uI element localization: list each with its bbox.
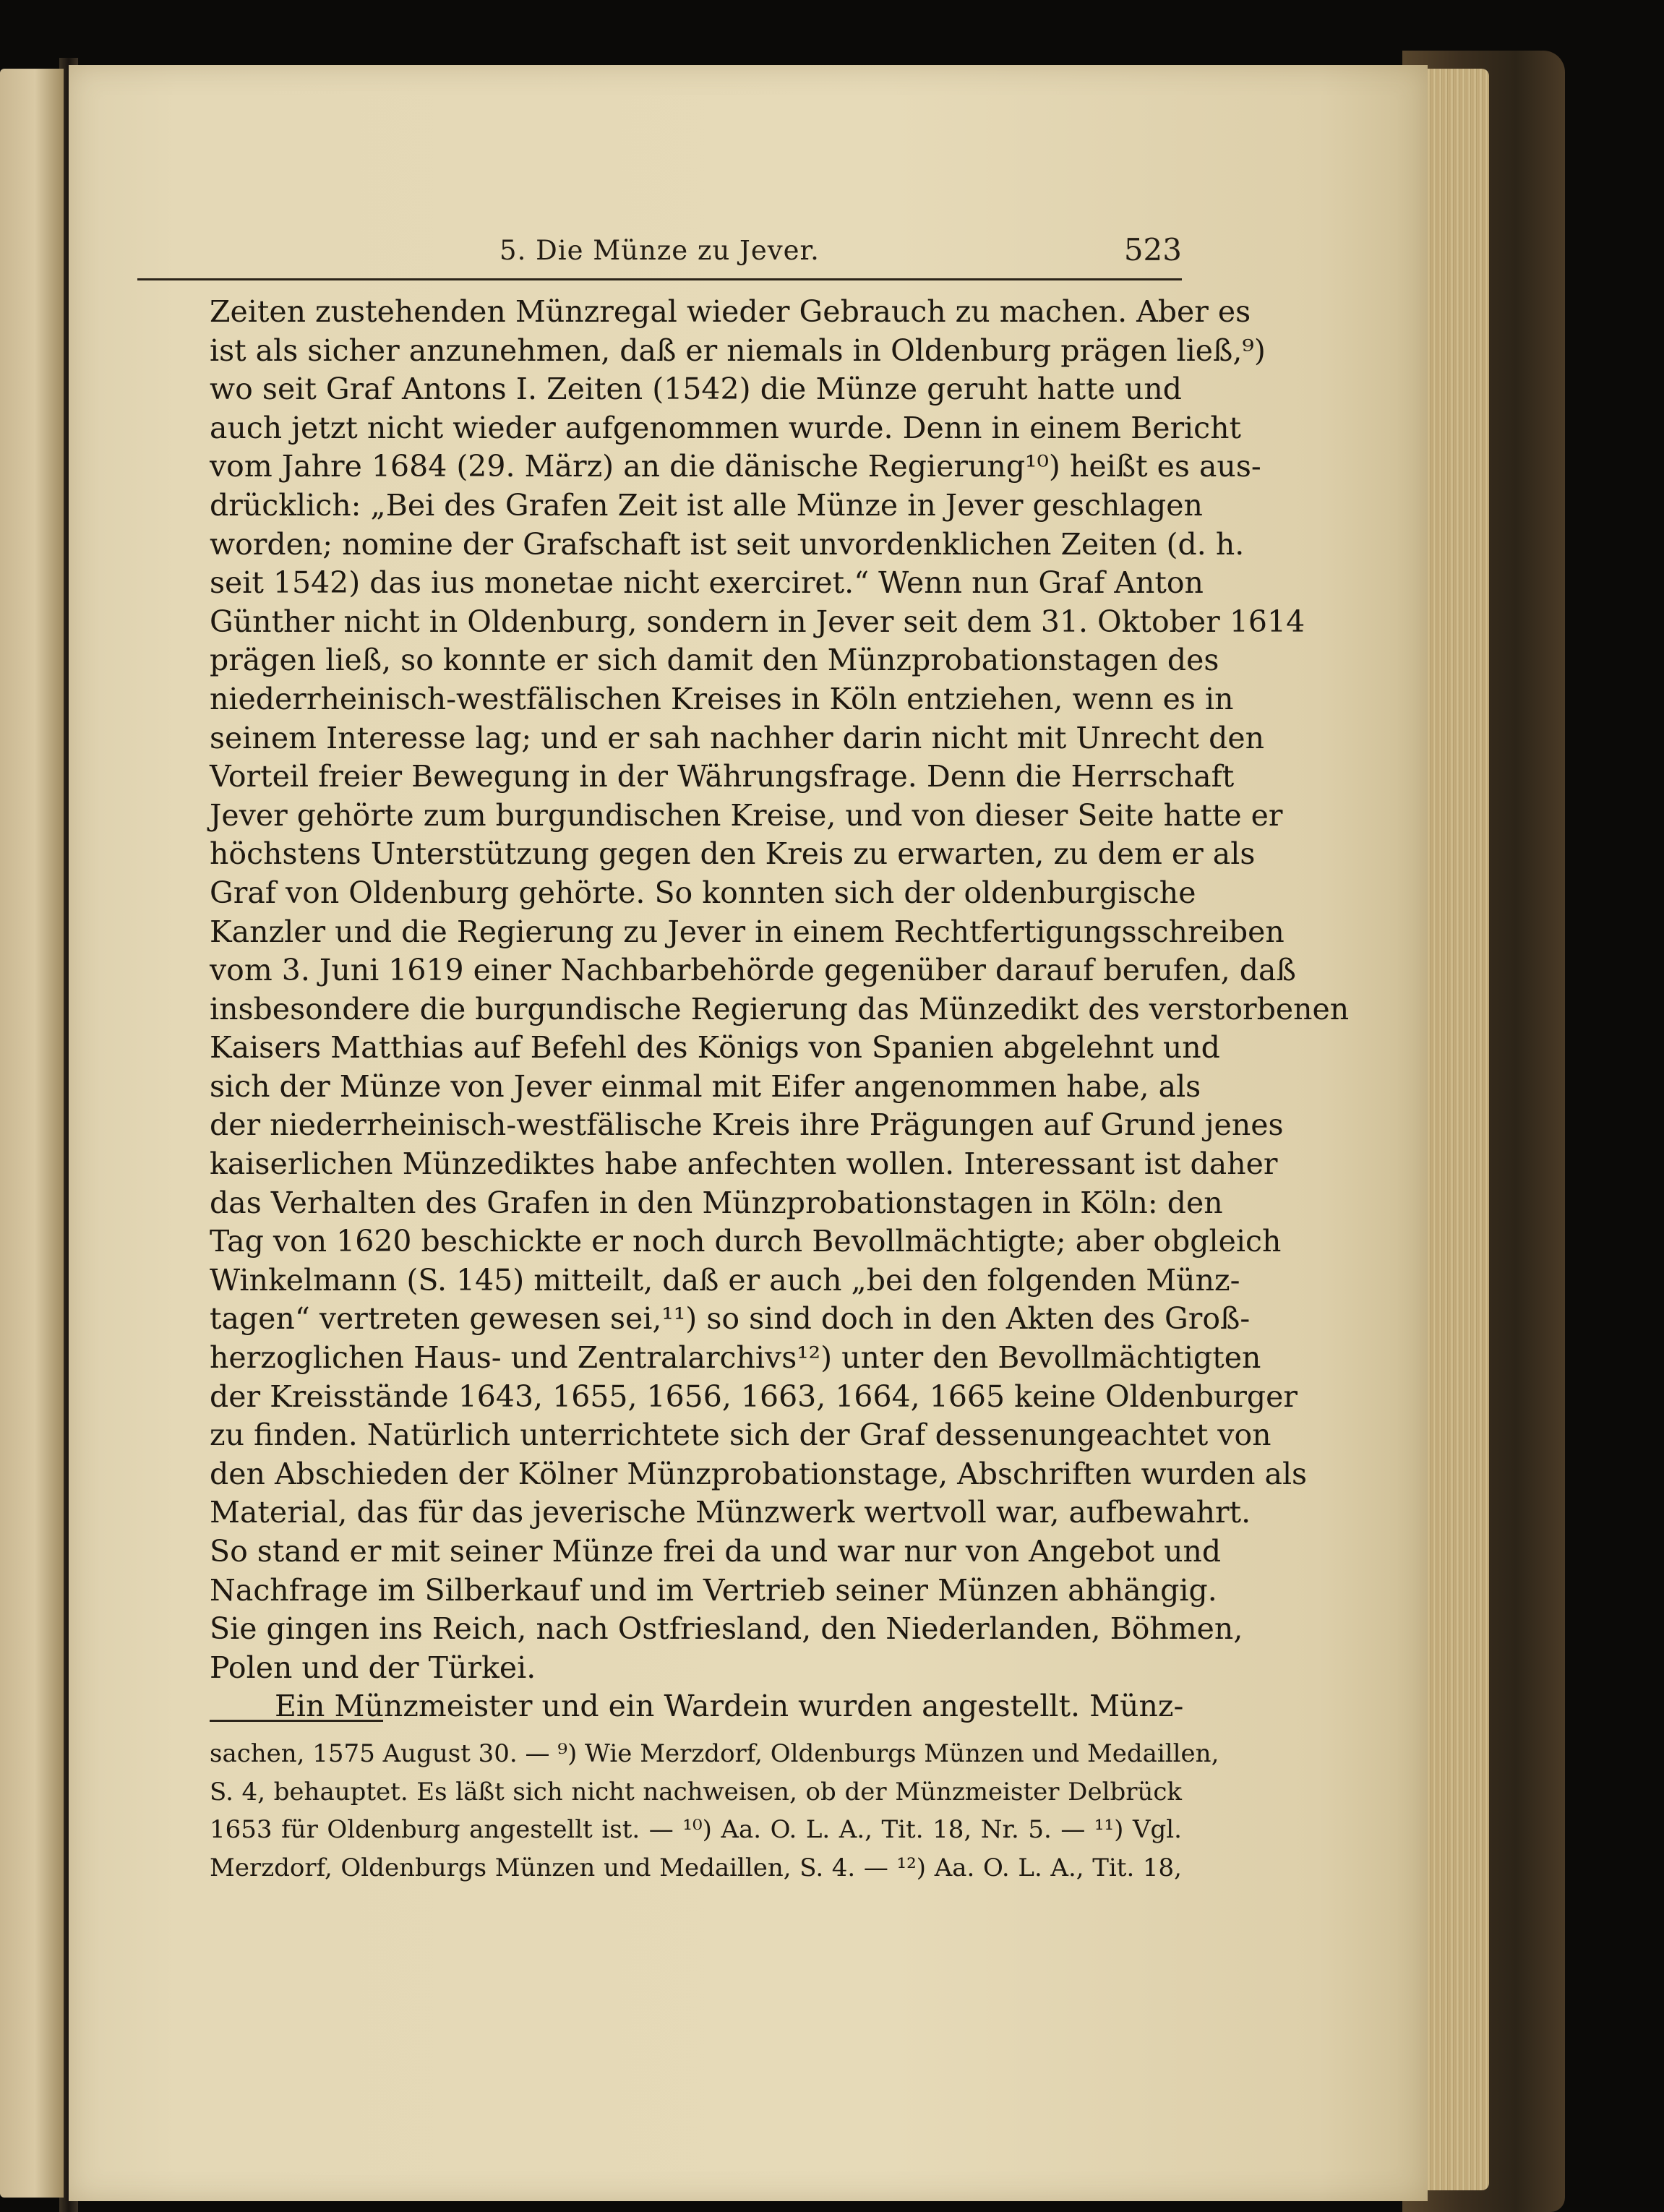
text-line: sich der Münze von Jever einmal mit Eifer angenommen habe, als <box>210 1068 1201 1104</box>
text-line: Jever gehörte zum burgundischen Kreise, und von dieser Seite hatte er <box>210 797 1283 833</box>
text-line: prägen ließ, so konnte er sich damit den Münzprobationstagen des <box>210 643 1219 678</box>
text-line: zu finden. Natürlich unterrichtete sich der Graf dessenungeachtet von <box>210 1418 1271 1453</box>
text-line: höchstens Unterstützung gegen den Kreis zu erwarten, zu dem er als <box>210 836 1256 872</box>
text-line: kaiserlichen Münzediktes habe anfechten wollen. Interessant ist daher <box>210 1146 1278 1182</box>
text-line: insbesondere die burgundische Regierung das Münzedikt des verstorbenen <box>210 991 1350 1026</box>
text-line: den Abschieden der Kölner Münzprobationstage, Abschriften wurden als <box>210 1456 1308 1491</box>
text-line: Vorteil freier Bewegung in der Währungsfrage. Denn die Herrschaft <box>210 759 1235 794</box>
running-title: 5. Die Münze zu Jever. <box>499 235 820 266</box>
text-line: Winkelmann (S. 145) mitteilt, daß er auch „bei den folgenden Münz- <box>210 1262 1240 1298</box>
page-number: 523 <box>1123 232 1182 267</box>
text-line: drücklich: „Bei des Grafen Zeit ist alle Münze in Jever geschlagen <box>210 487 1203 523</box>
facing-page-edge <box>0 69 64 2198</box>
footnote-rule <box>210 1720 383 1722</box>
text-line: Günther nicht in Oldenburg, sondern in Jever seit dem 31. Oktober 1614 <box>210 604 1305 639</box>
body-text <box>210 293 1350 1726</box>
text-line: der Kreisstände 1643, 1655, 1656, 1663, 1664, 1665 keine Oldenburger <box>210 1379 1298 1414</box>
text-line: tagen“ vertreten gewesen sei,¹¹) so sind doch in den Akten des Groß- <box>210 1301 1251 1337</box>
footnote-line: S. 4, behauptet. Es läßt sich nicht nachweisen, ob der Münzmeister Delbrück <box>210 1777 1182 1806</box>
text-line: Material, das für das jeverische Münzwerk wertvoll war, aufbewahrt. <box>210 1495 1251 1530</box>
paragraph-first-line: Ein Münzmeister und ein Wardein wurden angestellt. Münz- <box>275 1689 1184 1724</box>
text-line: Sie gingen ins Reich, nach Ostfriesland, den Niederlanden, Böhmen, <box>210 1611 1243 1647</box>
text-line: vom Jahre 1684 (29. März) an die dänische Regierung¹⁰) heißt es aus- <box>210 449 1261 484</box>
text-line: auch jetzt nicht wieder aufgenommen wurde. Denn in einem Bericht <box>210 410 1242 445</box>
text-line: das Verhalten des Grafen in den Münzprobationstagen in Köln: den <box>210 1185 1223 1220</box>
text-line: seit 1542) das ius monetae nicht exerciret.“ Wenn nun Graf Anton <box>210 565 1204 601</box>
text-line: vom 3. Juni 1619 einer Nachbarbehörde gegenüber darauf berufen, daß <box>210 953 1296 988</box>
text-line: Nachfrage im Silberkauf und im Vertrieb seiner Münzen abhängig. <box>210 1572 1217 1608</box>
text-line: Zeiten zustehenden Münzregal wieder Gebrauch zu machen. Aber es <box>210 294 1251 329</box>
text-line: Kanzler und die Regierung zu Jever in einem Rechtfertigungsschreiben <box>210 914 1285 949</box>
text-line: So stand er mit seiner Münze frei da und war nur von Angebot und <box>210 1534 1222 1569</box>
text-line: niederrheinisch-westfälischen Kreises in Köln entziehen, wenn es in <box>210 681 1234 716</box>
text-line: ist als sicher anzunehmen, daß er niemals in Oldenburg prägen ließ,⁹) <box>210 333 1266 368</box>
text-line: Tag von 1620 beschickte er noch durch Bevollmächtigte; aber obgleich <box>210 1224 1282 1259</box>
text-line: Graf von Oldenburg gehörte. So konnten sich der oldenburgische <box>210 875 1196 910</box>
text-line: der niederrheinisch-westfälische Kreis ihre Prägungen auf Grund jenes <box>210 1107 1284 1143</box>
footnotes <box>210 1735 1219 1887</box>
footnote-line: 1653 für Oldenburg angestellt ist. — ¹⁰) Aa. O. L. A., Tit. 18, Nr. 5. — ¹¹) Vgl. <box>210 1815 1182 1844</box>
text-line: wo seit Graf Antons I. Zeiten (1542) die Münze geruht hatte und <box>210 372 1182 407</box>
footnote-line: sachen, 1575 August 30. — ⁹) Wie Merzdorf, Oldenburgs Münzen und Medaillen, <box>210 1739 1219 1768</box>
paragraph-last-line: Polen und der Türkei. <box>210 1650 536 1685</box>
text-line: worden; nomine der Grafschaft ist seit unvordenklichen Zeiten (d. h. <box>210 526 1245 562</box>
text-line: seinem Interesse lag; und er sah nachher darin nicht mit Unrecht den <box>210 720 1265 755</box>
footnote-line: Merzdorf, Oldenburgs Münzen und Medaillen, S. 4. — ¹²) Aa. O. L. A., Tit. 18, <box>210 1853 1182 1882</box>
text-line: herzoglichen Haus- und Zentralarchivs¹²) unter den Bevollmächtigten <box>210 1340 1261 1376</box>
text-line: Kaisers Matthias auf Befehl des Königs von Spanien abgelehnt und <box>210 1030 1220 1066</box>
running-header <box>137 232 1182 280</box>
